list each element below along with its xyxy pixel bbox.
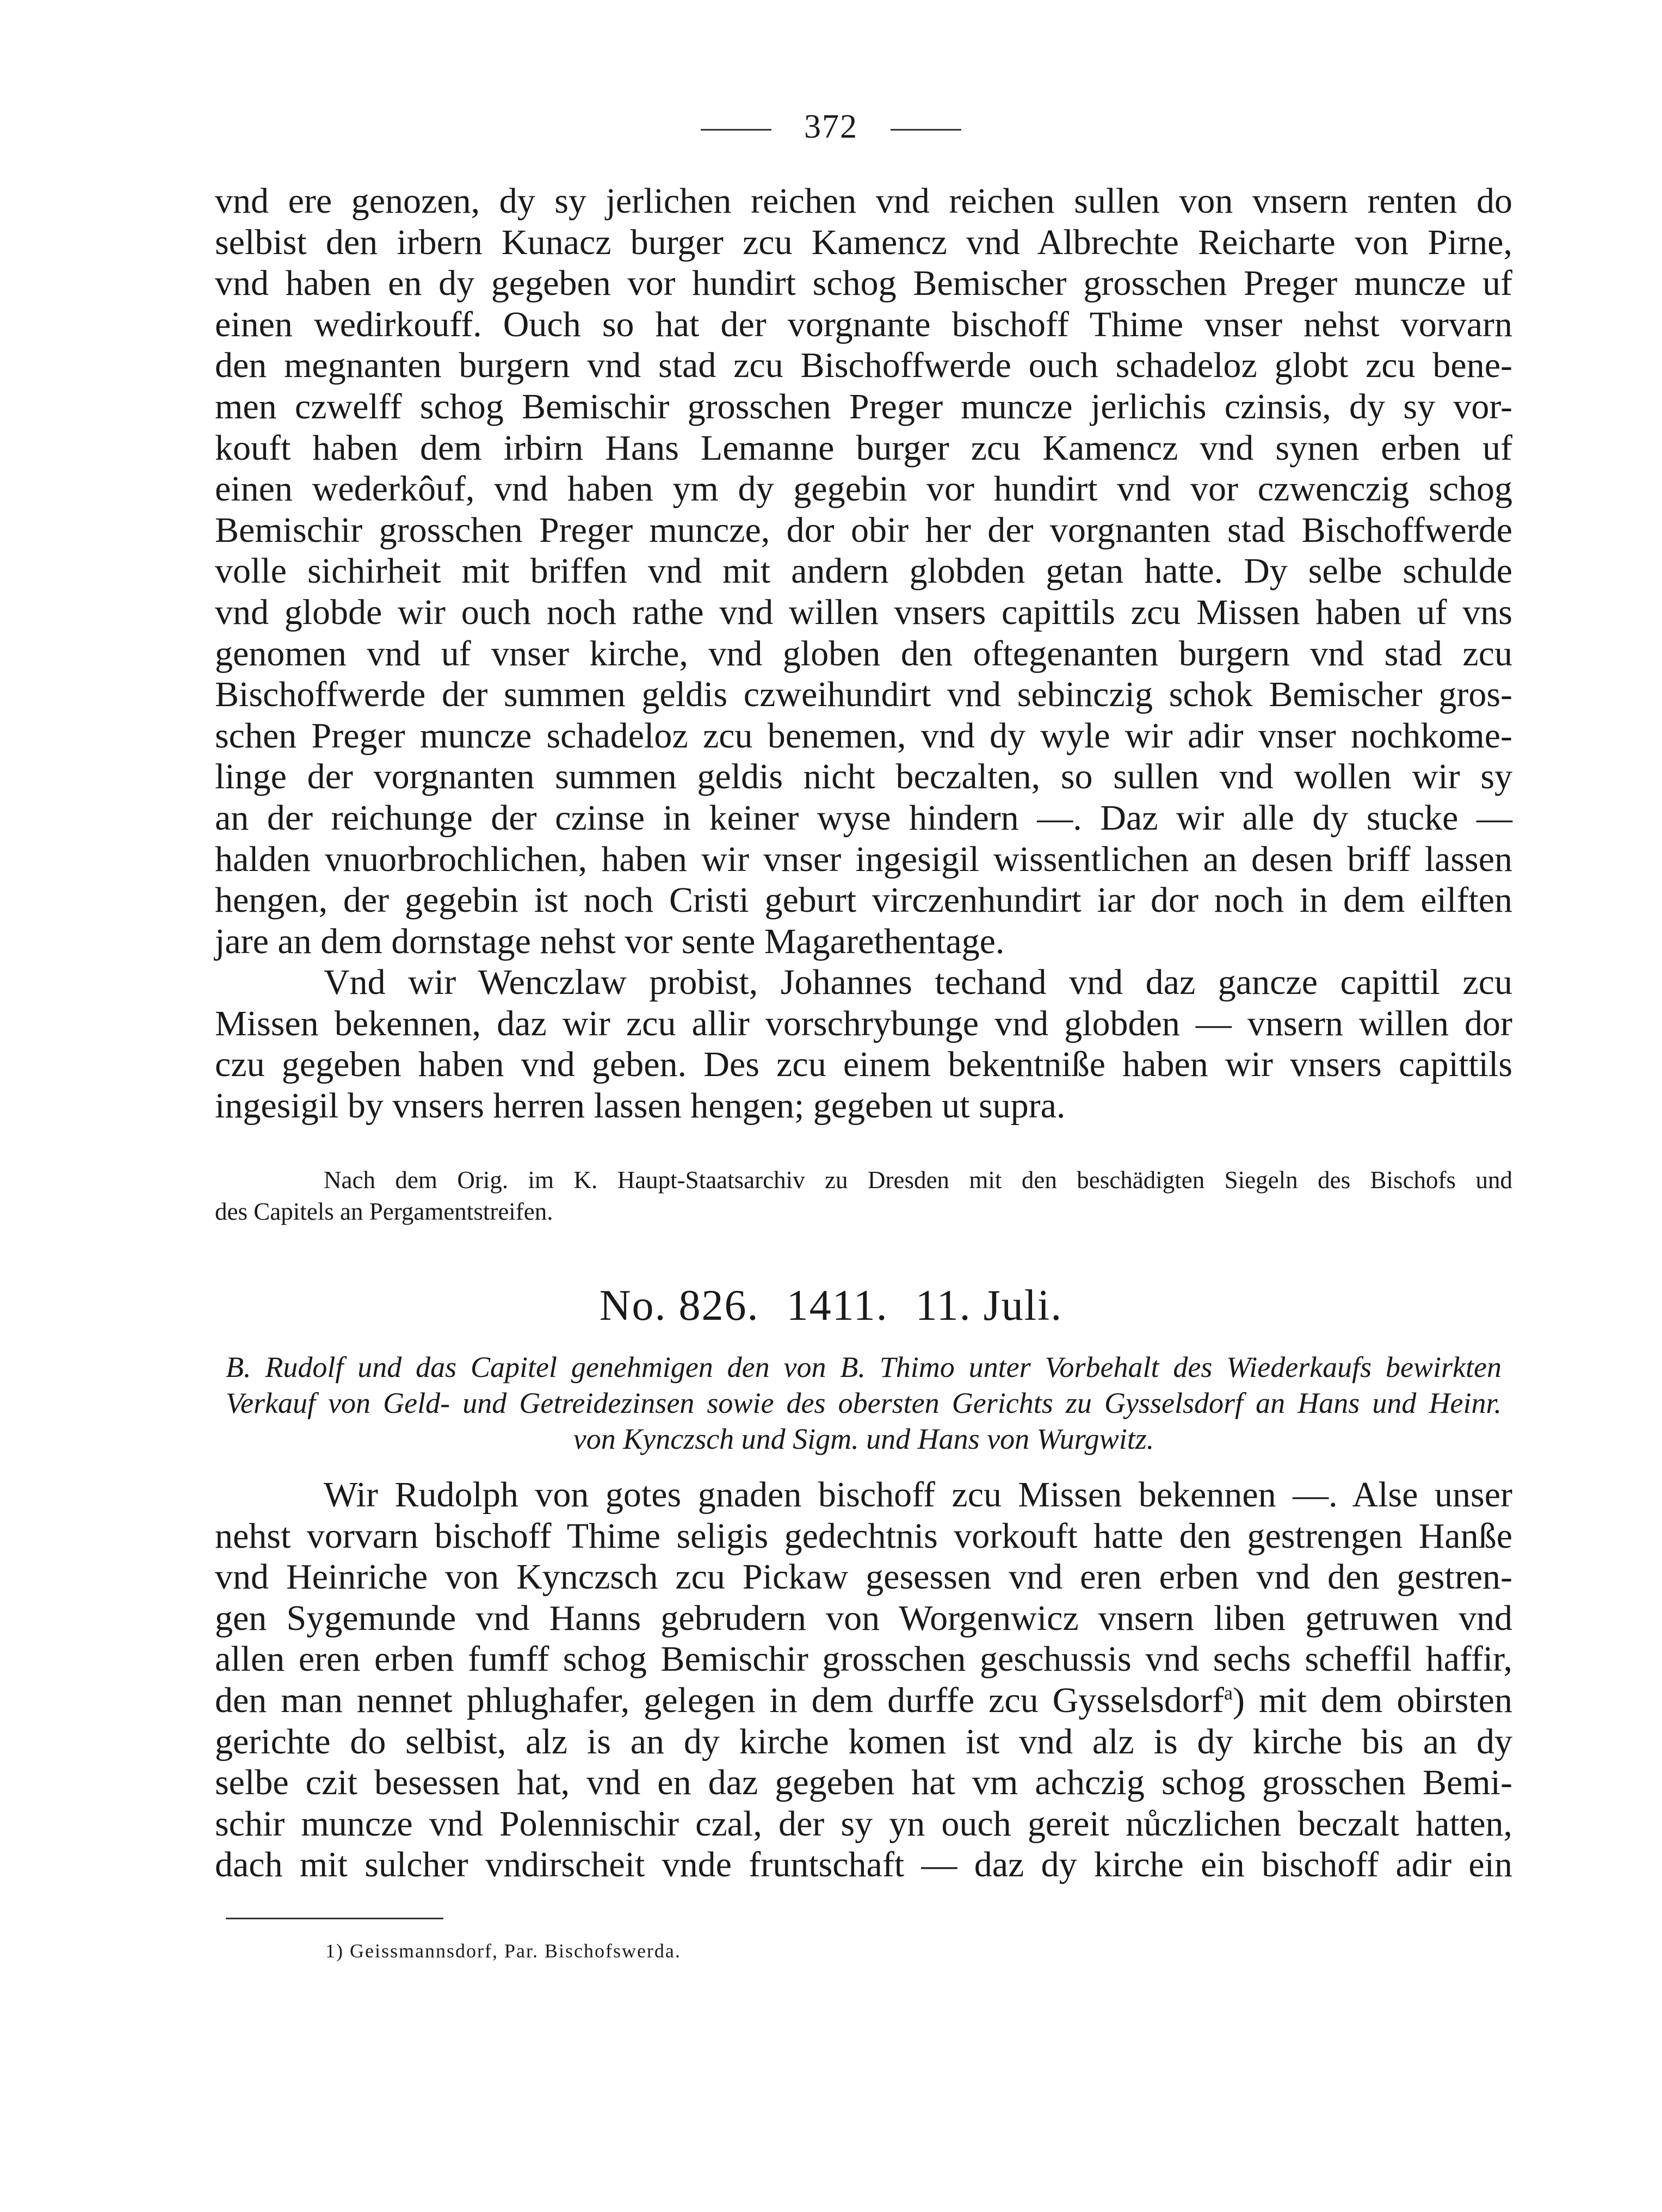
footnote-rule: [226, 1918, 443, 1919]
regest: [226, 1349, 1502, 1457]
text-line-with-footnote: [215, 1680, 1512, 1721]
text-line: Missen bekennen, daz wir zcu allir vorschrybunge vnd globden — vnsern willen dor: [215, 1003, 1512, 1043]
text-line: vnd Heinriche von Kynczsch zcu Pickaw gesessen vnd eren erben vnd den gestren-: [215, 1557, 1512, 1597]
text-line: schir muncze vnd Polennischir czal, der sy yn ouch gereit nůczlichen beczalt hatten,: [215, 1803, 1512, 1844]
header-rule-right: [891, 129, 961, 131]
document-heading: [0, 1281, 1662, 1331]
text-line: an der reichunge der czinse in keiner wyse hindern —. Daz wir alle dy stucke —: [215, 798, 1512, 838]
text-line: vnd globde wir ouch noch rathe vnd willen vnsers capittils zcu Missen haben uf vns: [215, 592, 1512, 632]
text-line: allen eren erben fumff schog Bemischir grosschen geschussis vnd sechs scheffil haffir,: [215, 1639, 1512, 1679]
document-year: 1411.: [786, 1282, 888, 1330]
regest-line: von Kynczsch und Sigm. und Hans von Wurgwitz.: [573, 1423, 1154, 1455]
text-line: schen Preger muncze schadeloz zcu benemen, vnd dy wyle wir adir vnser nochkome-: [215, 715, 1512, 756]
source-note: [215, 1164, 1512, 1227]
text-line: kouft haben dem irbirn Hans Lemanne burger zcu Kamencz vnd synen erben uf: [215, 428, 1512, 468]
text-segment: den man nennet phlughafer, gelegen in dem durffe zcu Gysselsdorf: [215, 1680, 1224, 1720]
regest-line: Verkauf von Geld- und Getreidezinsen sowie des obersten Gerichts zu Gysselsdorf an Hans und Heinr.: [226, 1387, 1502, 1419]
text-line: ingesigil by vnsers herren lassen hengen; gegeben ut supra.: [215, 1086, 1066, 1126]
header-rule-left: [701, 129, 771, 131]
text-line: gen Sygemunde vnd Hanns gebrudern von Worgenwicz vnsern liben getruwen vnd: [215, 1598, 1512, 1638]
text-line: men czwelff schog Bemischir grosschen Preger muncze jerlichis czinsis, dy sy vor-: [215, 386, 1512, 427]
text-line: czu gegeben haben vnd geben. Des zcu einem bekentniße haben wir vnsers capittils: [215, 1045, 1512, 1085]
text-line: gerichte do selbist, alz is an dy kirche komen ist vnd alz is dy kirche bis an dy: [215, 1721, 1512, 1762]
text-line: Bemischir grosschen Preger muncze, dor obir her der vorgnanten stad Bischoffwerde: [215, 510, 1512, 550]
footnote-marker: a: [1224, 1682, 1233, 1704]
text-line: Wir Rudolph von gotes gnaden bischoff zcu Missen bekennen —. Alse unser: [324, 1475, 1512, 1515]
text-line: den megnanten burgern vnd stad zcu Bischoffwerde ouch schadeloz globt zcu bene-: [215, 345, 1512, 386]
text-line: einen wederkôuf, vnd haben ym dy gegebin vor hundirt vnd vor czwenczig schog: [215, 469, 1512, 509]
text-line: Vnd wir Wenczlaw probist, Johannes techand vnd daz gancze capittil zcu: [324, 962, 1512, 1003]
text-line: vnd haben en dy gegeben vor hundirt schog Bemischer grosschen Preger muncze uf: [215, 263, 1512, 304]
source-note-line: Nach dem Orig. im K. Haupt-Staatsarchiv zu Dresden mit den beschädigten Siegeln des Bischofs und: [324, 1166, 1512, 1194]
text-line: jare an dem dornstage nehst vor sente Magarethentage.: [215, 921, 1005, 961]
charter-text: [215, 1474, 1512, 1886]
footnote: 1) Geissmannsdorf, Par. Bischofswerda.: [325, 1940, 681, 1962]
text-line: genomen vnd uf vnser kirche, vnd globen den oftegenanten burgern vnd stad zcu: [215, 633, 1512, 674]
text-line: nehst vorvarn bischoff Thime seligis gedechtnis vorkouft hatte den gestrengen Hanße: [215, 1516, 1512, 1556]
text-line: linge der vorgnanten summen geldis nicht beczalten, so sullen vnd wollen wir sy: [215, 757, 1512, 797]
source-note-line: des Capitels an Pergamentstreifen.: [215, 1198, 553, 1225]
text-line: vnd ere genozen, dy sy jerlichen reichen vnd reichen sullen von vnsern renten do: [215, 181, 1512, 221]
text-line: hengen, der gegebin ist noch Cristi geburt virczenhundirt iar dor noch in dem eilften: [215, 880, 1512, 920]
text-line: Bischoffwerde der summen geldis czweihundirt vnd sebinczig schok Bemischer gros-: [215, 675, 1512, 715]
document-date: 11. Juli.: [915, 1282, 1063, 1330]
text-line: selbist den irbern Kunacz burger zcu Kamencz vnd Albrechte Reicharte von Pirne,: [215, 222, 1512, 262]
text-line: selbe czit besessen hat, vnd en daz gegeben hat vm achczig schog grosschen Bemi-: [215, 1763, 1512, 1803]
document-number: No. 826.: [599, 1282, 759, 1330]
text-line: einen wedirkouff. Ouch so hat der vorgnante bischoff Thime vnser nehst vorvarn: [215, 304, 1512, 344]
regest-line: B. Rudolf und das Capitel genehmigen den von B. Thimo unter Vorbehalt des Wiederkaufs bewirkten: [226, 1351, 1502, 1383]
text-line: dach mit sulcher vndirscheit vnde fruntschaft — daz dy kirche ein bischoff adir ein: [215, 1845, 1512, 1885]
text-line: volle sichirheit mit briffen vnd mit andern globden getan hatte. Dy selbe schulde: [215, 551, 1512, 591]
page-number: 372: [804, 108, 858, 145]
page-header: [0, 108, 1662, 146]
text-line: halden vnuorbrochlichen, haben wir vnser ingesigil wissentlichen an desen briff lassen: [215, 839, 1512, 879]
charter-text-continued: [215, 181, 1512, 1127]
text-segment: ) mit dem obirsten: [1233, 1680, 1512, 1720]
